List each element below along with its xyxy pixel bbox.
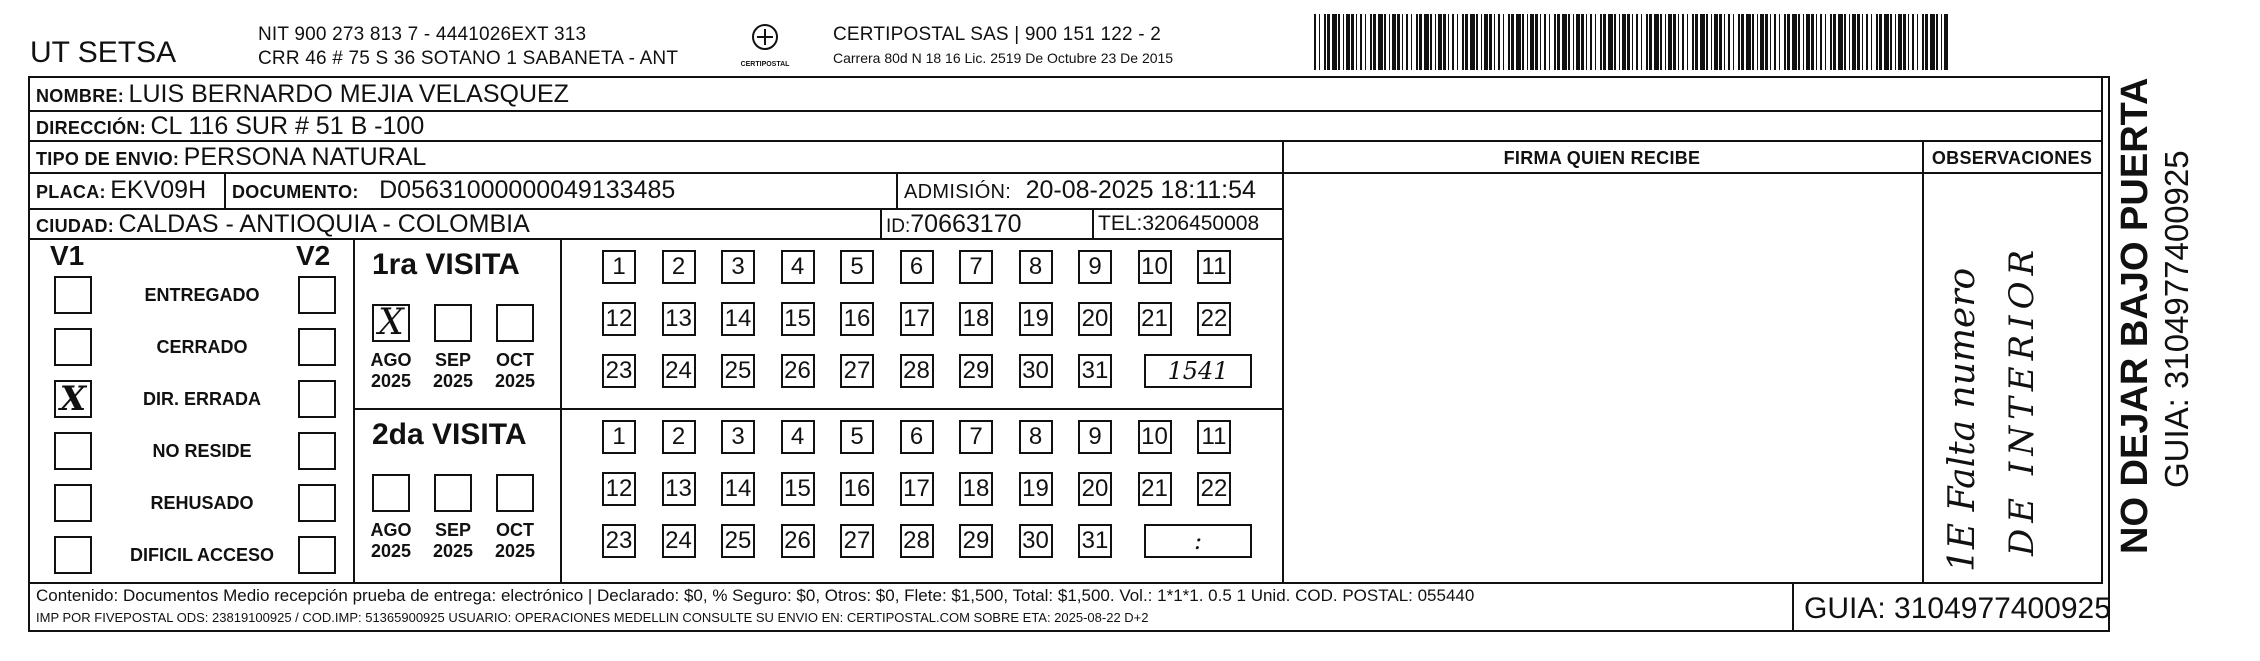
barcode-bar bbox=[1890, 14, 1892, 70]
v1-checkbox[interactable] bbox=[54, 380, 92, 418]
tipo-value: PERSONA NATURAL bbox=[183, 143, 427, 171]
barcode-bar bbox=[1544, 14, 1546, 70]
barcode-bar bbox=[1343, 14, 1344, 70]
barcode-bar bbox=[1419, 14, 1422, 70]
day-box[interactable]: 14 bbox=[721, 302, 755, 336]
month-name: OCT bbox=[496, 350, 534, 370]
day-box[interactable]: 15 bbox=[781, 472, 815, 506]
barcode-bar bbox=[1724, 14, 1725, 70]
barcode-bar bbox=[1898, 14, 1902, 70]
v2-checkbox[interactable] bbox=[298, 276, 336, 314]
month-label bbox=[364, 350, 418, 392]
status-option-label: CERRADO bbox=[156, 337, 248, 357]
day-box[interactable]: 4 bbox=[781, 420, 815, 454]
month-checkbox[interactable] bbox=[372, 304, 410, 342]
barcode-bar bbox=[1917, 14, 1918, 70]
barcode-bar bbox=[1922, 14, 1924, 70]
barcode-bar bbox=[1424, 14, 1429, 70]
barcode-bar bbox=[1590, 14, 1592, 70]
day-box[interactable]: 12 bbox=[602, 302, 636, 336]
barcode-bar bbox=[1746, 14, 1751, 70]
status-option-label: NO RESIDE bbox=[152, 441, 252, 461]
barcode-bar bbox=[1508, 14, 1510, 70]
barcode-bar bbox=[1668, 14, 1672, 70]
day-box[interactable]: 28 bbox=[900, 354, 934, 388]
barcode-bar bbox=[1632, 14, 1633, 70]
barcode-bar bbox=[1346, 14, 1350, 70]
barcode-bar bbox=[1787, 14, 1790, 70]
barcode-bar bbox=[1760, 14, 1764, 70]
barcode-bar bbox=[1925, 14, 1928, 70]
month-label bbox=[426, 350, 480, 392]
observaciones-header: OBSERVACIONES bbox=[1931, 148, 2093, 168]
barcode-bar bbox=[1719, 14, 1722, 70]
barcode-bar bbox=[1884, 14, 1889, 70]
month-checkbox[interactable] bbox=[496, 474, 534, 512]
day-box[interactable]: 27 bbox=[840, 524, 874, 558]
v2-checkbox[interactable] bbox=[298, 380, 336, 418]
month-checkbox[interactable] bbox=[496, 304, 534, 342]
day-box[interactable]: 13 bbox=[662, 302, 696, 336]
barcode-bar bbox=[1820, 14, 1822, 70]
barcode-bar bbox=[1654, 14, 1659, 70]
day-box[interactable]: 24 bbox=[662, 524, 696, 558]
barcode-bar bbox=[1866, 14, 1868, 70]
carrier-address: Carrera 80d N 18 16 Lic. 2519 De Octubre 23 De 2015 bbox=[833, 50, 1174, 66]
logo-text: CERTIPOSTAL bbox=[740, 61, 790, 68]
barcode-bar bbox=[1614, 14, 1616, 70]
day-box[interactable]: 26 bbox=[781, 354, 815, 388]
v1-checkbox[interactable] bbox=[54, 432, 92, 470]
barcode-bar bbox=[1936, 14, 1938, 70]
direccion-label: DIRECCIÓN: bbox=[36, 118, 146, 138]
barcode-bar bbox=[1636, 14, 1638, 70]
barcode-bar bbox=[1678, 14, 1679, 70]
barcode-bar bbox=[1384, 14, 1386, 70]
tel-label: TEL: bbox=[1098, 212, 1143, 235]
day-box[interactable]: 18 bbox=[959, 472, 993, 506]
barcode-bar bbox=[1360, 14, 1362, 70]
barcode-bar bbox=[1476, 14, 1478, 70]
nit-line: NIT 900 273 813 7 - 4441026EXT 313 bbox=[258, 24, 587, 45]
barcode-bar bbox=[1448, 14, 1449, 70]
barcode-bar bbox=[1765, 14, 1768, 70]
barcode-bar bbox=[1619, 14, 1620, 70]
month-name: SEP bbox=[434, 350, 472, 370]
tel-row bbox=[1098, 212, 1259, 236]
barcode-bar bbox=[1389, 14, 1390, 70]
day-box[interactable]: 2 bbox=[662, 420, 696, 454]
barcode-bar bbox=[1378, 14, 1383, 70]
placa-value: EKV09H bbox=[110, 176, 207, 204]
month-year: 2025 bbox=[432, 541, 474, 561]
barcode-bar bbox=[1838, 14, 1843, 70]
ciudad-label: CIUDAD: bbox=[36, 216, 115, 236]
barcode-bar bbox=[1641, 14, 1642, 70]
barcode-bar bbox=[1498, 14, 1500, 70]
day-box[interactable]: 25 bbox=[721, 524, 755, 558]
barcode-bar bbox=[1695, 14, 1698, 70]
barcode-bar bbox=[1733, 14, 1734, 70]
day-box[interactable]: 7 bbox=[959, 250, 993, 284]
placa-label: PLACA: bbox=[36, 182, 106, 202]
barcode-bar bbox=[1871, 14, 1872, 70]
day-box[interactable]: 15 bbox=[781, 302, 815, 336]
barcode-bar bbox=[1457, 14, 1458, 70]
direccion-value: CL 116 SUR # 51 B -100 bbox=[150, 112, 425, 140]
barcode-bar bbox=[1356, 14, 1357, 70]
barcode-bar bbox=[1792, 14, 1797, 70]
day-box[interactable]: 5 bbox=[840, 250, 874, 284]
barcode-bar bbox=[1581, 14, 1584, 70]
day-box[interactable]: 22 bbox=[1197, 472, 1231, 506]
barcode-bar bbox=[1530, 14, 1534, 70]
barcode-bar bbox=[1576, 14, 1580, 70]
status-option-label: DIR. ERRADA bbox=[142, 389, 261, 409]
barcode-bar bbox=[1844, 14, 1846, 70]
admision-row bbox=[904, 176, 1256, 205]
barcode-bar bbox=[1622, 14, 1626, 70]
barcode-bar bbox=[1402, 14, 1403, 70]
barcode-bar bbox=[1757, 14, 1758, 70]
nombre-row bbox=[36, 80, 569, 109]
day-box[interactable]: 28 bbox=[900, 524, 934, 558]
barcode-bar bbox=[1806, 14, 1810, 70]
day-box[interactable]: 29 bbox=[959, 354, 993, 388]
footer-guia: GUIA: 3104977400925 bbox=[1804, 592, 2111, 625]
month-checkbox[interactable] bbox=[434, 474, 472, 512]
barcode-bar bbox=[1549, 14, 1550, 70]
month-name: SEP bbox=[434, 520, 472, 540]
barcode-bar bbox=[1416, 14, 1418, 70]
day-box[interactable]: 8 bbox=[1019, 420, 1053, 454]
barcode-bar bbox=[1484, 14, 1488, 70]
day-box[interactable]: 26 bbox=[781, 524, 815, 558]
time-box[interactable]: : bbox=[1144, 524, 1252, 558]
day-box[interactable]: 9 bbox=[1078, 250, 1112, 284]
day-box[interactable]: 11 bbox=[1197, 250, 1231, 284]
barcode-bar bbox=[1443, 14, 1446, 70]
barcode bbox=[1312, 14, 1952, 72]
id-row bbox=[886, 210, 1022, 239]
observation-line-1: 1E Falta numero bbox=[1942, 267, 1983, 572]
barcode-bar bbox=[1430, 14, 1432, 70]
barcode-bar bbox=[1554, 14, 1556, 70]
v1-checkbox[interactable] bbox=[54, 276, 92, 314]
barcode-bar bbox=[1411, 14, 1412, 70]
month-name: AGO bbox=[370, 520, 412, 540]
barcode-bar bbox=[1687, 14, 1688, 70]
barcode-bar bbox=[1944, 14, 1948, 70]
barcode-bar bbox=[1738, 14, 1740, 70]
direccion-row bbox=[36, 112, 424, 141]
firma-header: FIRMA QUIEN RECIBE bbox=[1503, 148, 1701, 168]
barcode-bar bbox=[1465, 14, 1468, 70]
day-box[interactable]: 2 bbox=[662, 250, 696, 284]
barcode-bar bbox=[1912, 14, 1914, 70]
day-box[interactable]: 25 bbox=[721, 354, 755, 388]
id-label: ID: bbox=[886, 216, 911, 237]
tipo-label: TIPO DE ENVIO: bbox=[36, 149, 180, 169]
barcode-bar bbox=[1779, 14, 1780, 70]
barcode-bar bbox=[1562, 14, 1567, 70]
day-box[interactable]: 7 bbox=[959, 420, 993, 454]
status-option-label: DIFICIL ACCESO bbox=[129, 545, 274, 565]
month-year: 2025 bbox=[494, 371, 536, 391]
day-box[interactable]: 1 bbox=[602, 250, 636, 284]
barcode-bar bbox=[1516, 14, 1521, 70]
day-box[interactable]: 16 bbox=[840, 472, 874, 506]
day-box[interactable]: 12 bbox=[602, 472, 636, 506]
certipostal-logo bbox=[735, 22, 795, 72]
day-box[interactable]: 8 bbox=[1019, 250, 1053, 284]
barcode-bar bbox=[1608, 14, 1613, 70]
day-box[interactable]: 19 bbox=[1019, 302, 1053, 336]
barcode-bar bbox=[1849, 14, 1850, 70]
barcode-bar bbox=[1338, 14, 1340, 70]
side-warning: NO DEJAR BAJO PUERTA bbox=[2114, 77, 2156, 554]
v2-checkbox[interactable] bbox=[298, 432, 336, 470]
barcode-bar bbox=[1481, 14, 1482, 70]
barcode-bar bbox=[1646, 14, 1648, 70]
status-option-label: ENTREGADO bbox=[144, 285, 260, 305]
barcode-bar bbox=[1540, 14, 1541, 70]
day-box[interactable]: 22 bbox=[1197, 302, 1231, 336]
barcode-bar bbox=[1527, 14, 1528, 70]
day-box[interactable]: 20 bbox=[1078, 472, 1112, 506]
barcode-bar bbox=[1370, 14, 1372, 70]
observation-line-2: DE INTERIOR bbox=[2002, 243, 2042, 556]
ciudad-row bbox=[36, 210, 530, 239]
v1-checkbox[interactable] bbox=[54, 328, 92, 366]
barcode-bar bbox=[1435, 14, 1436, 70]
barcode-bar bbox=[1862, 14, 1863, 70]
v2-header: V2 bbox=[296, 240, 331, 271]
placa-row bbox=[36, 176, 206, 205]
day-box[interactable]: 23 bbox=[602, 524, 636, 558]
admision-label: ADMISIÓN: bbox=[904, 181, 1012, 203]
day-box[interactable]: 21 bbox=[1138, 472, 1172, 506]
month-checkbox[interactable] bbox=[434, 304, 472, 342]
day-box[interactable]: 19 bbox=[1019, 472, 1053, 506]
barcode-bar bbox=[1522, 14, 1524, 70]
barcode-bar bbox=[1908, 14, 1909, 70]
barcode-bar bbox=[1741, 14, 1744, 70]
day-box[interactable]: 4 bbox=[781, 250, 815, 284]
ciudad-value: CALDAS - ANTIOQUIA - COLOMBIA bbox=[118, 210, 530, 238]
v1-check-mark: X bbox=[59, 379, 87, 419]
barcode-bar bbox=[1438, 14, 1442, 70]
barcode-bar bbox=[1770, 14, 1771, 70]
day-box[interactable]: 17 bbox=[900, 472, 934, 506]
day-box[interactable]: 20 bbox=[1078, 302, 1112, 336]
day-box[interactable]: 9 bbox=[1078, 420, 1112, 454]
barcode-bar bbox=[1462, 14, 1464, 70]
barcode-bar bbox=[1798, 14, 1800, 70]
month-check-mark: X bbox=[378, 302, 404, 343]
barcode-bar bbox=[1494, 14, 1495, 70]
barcode-bar bbox=[1535, 14, 1538, 70]
barcode-bar bbox=[1627, 14, 1630, 70]
barcode-bar bbox=[1825, 14, 1826, 70]
day-box[interactable]: 13 bbox=[662, 472, 696, 506]
barcode-bar bbox=[1660, 14, 1662, 70]
day-box[interactable]: 5 bbox=[840, 420, 874, 454]
month-year: 2025 bbox=[370, 371, 412, 391]
barcode-bar bbox=[1706, 14, 1708, 70]
month-year: 2025 bbox=[494, 541, 536, 561]
visit1-title: 1ra VISITA bbox=[372, 248, 520, 281]
barcode-bar bbox=[1941, 14, 1942, 70]
day-box[interactable]: 29 bbox=[959, 524, 993, 558]
barcode-bar bbox=[1711, 14, 1712, 70]
barcode-bar bbox=[1603, 14, 1606, 70]
barcode-bar bbox=[1332, 14, 1337, 70]
footer-line-2: IMP POR FIVEPOSTAL ODS: 23819100925 / COD.IMP: 51365900925 USUARIO: OPERACIONES MEDELLIN CONSULTE SU ENVIO EN: CERTIPOSTAL.COM SOBRE ETA: 2025-08-22 D+2 bbox=[36, 610, 1149, 625]
barcode-bar bbox=[1452, 14, 1454, 70]
status-option-label: REHUSADO bbox=[150, 493, 254, 513]
month-label bbox=[488, 350, 542, 392]
barcode-bar bbox=[1365, 14, 1366, 70]
month-checkbox[interactable] bbox=[372, 474, 410, 512]
side-guia: GUIA: 3104977400925 bbox=[2158, 150, 2195, 488]
barcode-bar bbox=[1879, 14, 1882, 70]
barcode-bar bbox=[1857, 14, 1860, 70]
month-year: 2025 bbox=[370, 541, 412, 561]
tipo-row bbox=[36, 143, 426, 172]
barcode-bar bbox=[1903, 14, 1906, 70]
nombre-label: NOMBRE: bbox=[36, 86, 125, 106]
day-box[interactable]: 6 bbox=[900, 420, 934, 454]
day-box[interactable]: 1 bbox=[602, 420, 636, 454]
documento-label: DOCUMENTO: bbox=[232, 182, 359, 202]
barcode-bar bbox=[1489, 14, 1492, 70]
barcode-bar bbox=[1816, 14, 1817, 70]
barcode-bar bbox=[1511, 14, 1514, 70]
admision-value: 20-08-2025 18:11:54 bbox=[1025, 176, 1256, 204]
day-box[interactable]: 31 bbox=[1078, 524, 1112, 558]
barcode-bar bbox=[1595, 14, 1596, 70]
barcode-bar bbox=[1503, 14, 1504, 70]
barcode-bar bbox=[1700, 14, 1705, 70]
barcode-bar bbox=[1327, 14, 1330, 70]
day-box[interactable]: 23 bbox=[602, 354, 636, 388]
footer-line-1: Contenido: Documentos Medio recepción prueba de entrega: electrónico | Declarado: $0, % Seguro: $0, Otros: $0, Flete: $1,500, Total: $1,500. Vol.: 1*1*1. 0.5 1 Unid. COD. POSTAL: 055440 bbox=[36, 586, 1475, 605]
day-box[interactable]: 16 bbox=[840, 302, 874, 336]
v2-checkbox[interactable] bbox=[298, 484, 336, 522]
barcode-bar bbox=[1714, 14, 1718, 70]
day-box[interactable]: 17 bbox=[900, 302, 934, 336]
day-box[interactable]: 31 bbox=[1078, 354, 1112, 388]
barcode-bar bbox=[1649, 14, 1652, 70]
address-line: CRR 46 # 75 S 36 SOTANO 1 SABANETA - ANT bbox=[258, 48, 679, 69]
barcode-bar bbox=[1573, 14, 1574, 70]
tel-value: 3206450008 bbox=[1142, 212, 1260, 235]
barcode-bar bbox=[1682, 14, 1684, 70]
month-year: 2025 bbox=[432, 371, 474, 391]
documento-value: D05631000000049133485 bbox=[379, 176, 676, 204]
barcode-bar bbox=[1673, 14, 1676, 70]
day-box[interactable]: 11 bbox=[1197, 420, 1231, 454]
barcode-bar bbox=[1833, 14, 1836, 70]
barcode-bar bbox=[1895, 14, 1896, 70]
barcode-bar bbox=[1752, 14, 1754, 70]
barcode-bar bbox=[1324, 14, 1326, 70]
barcode-bar bbox=[1314, 14, 1316, 70]
day-box[interactable]: 10 bbox=[1138, 420, 1172, 454]
carrier-line: CERTIPOSTAL SAS | 900 151 122 - 2 bbox=[833, 24, 1162, 45]
day-box[interactable]: 30 bbox=[1019, 354, 1053, 388]
nombre-value: LUIS BERNARDO MEJIA VELASQUEZ bbox=[128, 80, 569, 108]
day-box[interactable]: 3 bbox=[721, 420, 755, 454]
barcode-bar bbox=[1397, 14, 1400, 70]
barcode-bar bbox=[1557, 14, 1560, 70]
visit2-title: 2da VISITA bbox=[372, 418, 527, 451]
barcode-bar bbox=[1852, 14, 1856, 70]
barcode-bar bbox=[1470, 14, 1475, 70]
barcode-bar bbox=[1811, 14, 1814, 70]
v1-header: V1 bbox=[50, 240, 85, 271]
month-label bbox=[364, 520, 418, 562]
company-name: UT SETSA bbox=[30, 36, 177, 69]
day-box[interactable]: 27 bbox=[840, 354, 874, 388]
v1-checkbox[interactable] bbox=[54, 536, 92, 574]
month-name: OCT bbox=[496, 520, 534, 540]
documento-row bbox=[232, 176, 675, 205]
day-box[interactable]: 3 bbox=[721, 250, 755, 284]
month-name: AGO bbox=[370, 350, 412, 370]
barcode-bar bbox=[1830, 14, 1832, 70]
time-box[interactable]: 1541 bbox=[1144, 354, 1252, 388]
barcode-bar bbox=[1665, 14, 1666, 70]
month-label bbox=[488, 520, 542, 562]
barcode-bar bbox=[1586, 14, 1587, 70]
day-box[interactable]: 10 bbox=[1138, 250, 1172, 284]
v2-checkbox[interactable] bbox=[298, 328, 336, 366]
v1-checkbox[interactable] bbox=[54, 484, 92, 522]
barcode-bar bbox=[1406, 14, 1408, 70]
barcode-bar bbox=[1784, 14, 1786, 70]
day-box[interactable]: 21 bbox=[1138, 302, 1172, 336]
v2-checkbox[interactable] bbox=[298, 536, 336, 574]
barcode-bar bbox=[1876, 14, 1878, 70]
day-box[interactable]: 6 bbox=[900, 250, 934, 284]
barcode-bar bbox=[1728, 14, 1730, 70]
id-value: 70663170 bbox=[910, 210, 1022, 238]
day-box[interactable]: 18 bbox=[959, 302, 993, 336]
certipostal-logo-icon bbox=[735, 22, 795, 56]
barcode-bar bbox=[1803, 14, 1804, 70]
barcode-bar bbox=[1319, 14, 1320, 70]
barcode-bar bbox=[1600, 14, 1602, 70]
barcode-bar bbox=[1568, 14, 1570, 70]
barcode-bar bbox=[1692, 14, 1694, 70]
barcode-bar bbox=[1351, 14, 1354, 70]
day-box[interactable]: 24 bbox=[662, 354, 696, 388]
month-label bbox=[426, 520, 480, 562]
barcode-bar bbox=[1373, 14, 1376, 70]
day-box[interactable]: 30 bbox=[1019, 524, 1053, 558]
barcode-bar bbox=[1930, 14, 1935, 70]
barcode-bar bbox=[1774, 14, 1776, 70]
barcode-bar bbox=[1392, 14, 1396, 70]
day-box[interactable]: 14 bbox=[721, 472, 755, 506]
